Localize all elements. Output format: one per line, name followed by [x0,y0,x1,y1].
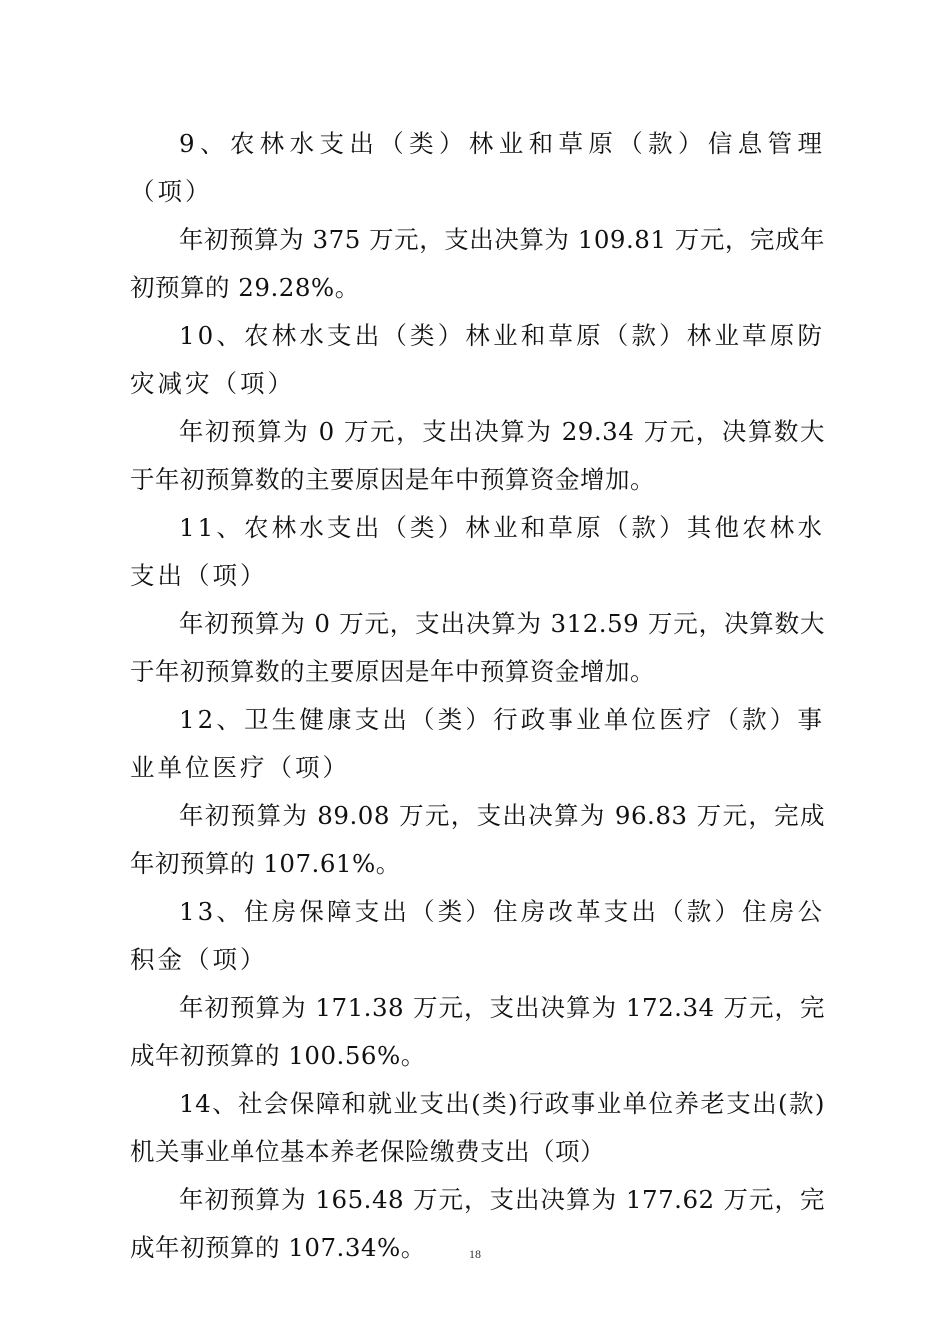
item-9-text: 年初预算为 375 万元，支出决算为 109.81 万元，完成年初预算的 29.28%。 [130,225,825,302]
item-10-heading: 10、农林水支出（类）林业和草原（款）林业草原防灾减灾（项） [130,321,825,398]
page-number: 18 [469,1247,481,1261]
item-13-text: 年初预算为 171.38 万元，支出决算为 172.34 万元，完成年初预算的 100.56%。 [130,993,825,1070]
item-14-text: 年初预算为 165.48 万元，支出决算为 177.62 万元，完成年初预算的 107.34%。 [130,1185,825,1262]
item-12-heading: 12、卫生健康支出（类）行政事业单位医疗（款）事业单位医疗（项） [130,705,825,782]
item-13-heading: 13、住房保障支出（类）住房改革支出（款）住房公积金（项） [130,897,825,974]
item-12-text: 年初预算为 89.08 万元，支出决算为 96.83 万元，完成年初预算的 107.61%。 [130,801,825,878]
item-10-text: 年初预算为 0 万元，支出决算为 29.34 万元，决算数大于年初预算数的主要原因是年中预算资金增加。 [130,417,825,494]
item-9-heading: 9、农林水支出（类）林业和草原（款）信息管理（项） [130,129,825,206]
item-14-heading: 14、社会保障和就业支出(类)行政事业单位养老支出(款)机关事业单位基本养老保险缴费支出（项） [130,1089,825,1166]
item-11-heading: 11、农林水支出（类）林业和草原（款）其他农林水支出（项） [130,513,825,590]
item-11-text: 年初预算为 0 万元，支出决算为 312.59 万元，决算数大于年初预算数的主要原因是年中预算资金增加。 [130,609,825,686]
page-content [130,120,825,1272]
